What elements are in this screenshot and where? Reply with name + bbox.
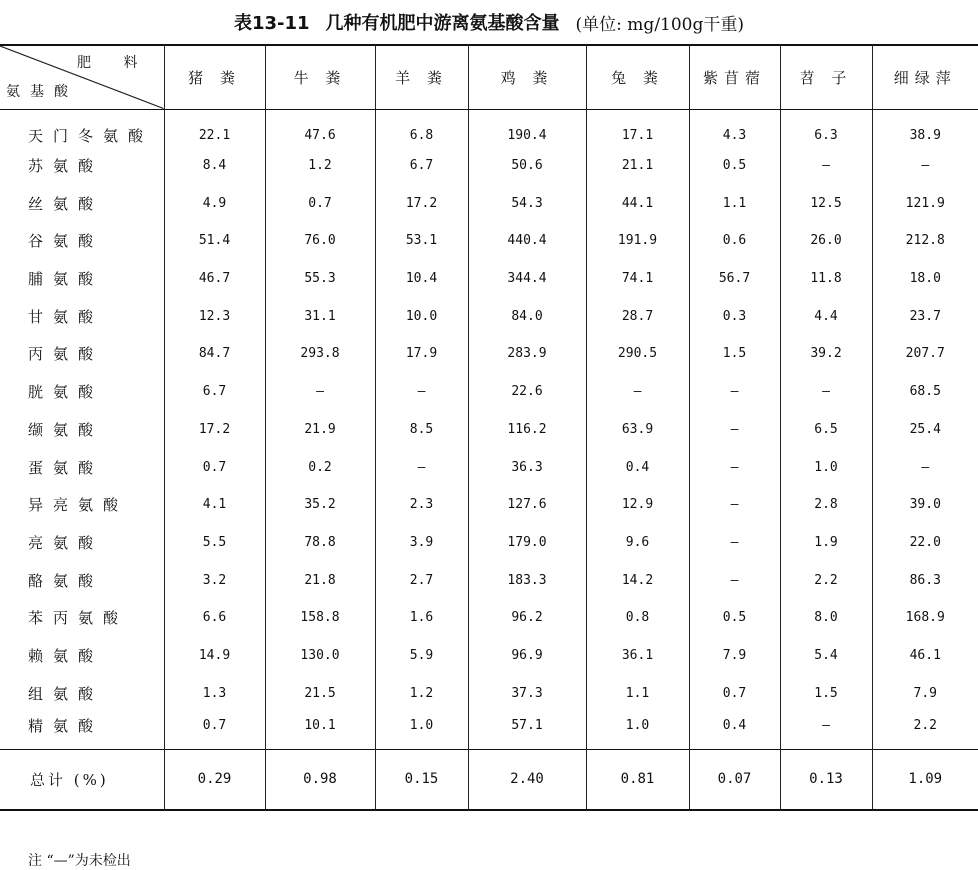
amino-acid-name: 谷氨酸 [28,232,104,251]
value-cell: 0.4 [689,712,780,750]
value-cell: 21.1 [586,147,689,185]
value-cell: 127.6 [468,486,586,524]
value-cell: 191.9 [586,222,689,260]
value-cell: 0.3 [689,297,780,335]
value-cell: 440.4 [468,222,586,260]
value-cell: 8.0 [780,599,872,637]
column-header: 兔 粪 [586,45,689,109]
value-cell: 183.3 [468,561,586,599]
table-row [0,297,978,335]
value-cell: 190.4 [468,109,586,147]
value-cell: 21.9 [265,411,375,449]
total-label: 总计 (%) [0,750,164,810]
value-cell: 55.3 [265,260,375,298]
column-header: 苕 子 [780,45,872,109]
value-cell: 6.3 [780,109,872,147]
value-cell: 21.5 [265,674,375,712]
table-row [0,599,978,637]
table-row [0,260,978,298]
table-body [0,109,978,750]
value-cell: — [586,373,689,411]
value-cell: 207.7 [872,335,978,373]
value-cell: 0.5 [689,147,780,185]
value-cell: 2.3 [375,486,468,524]
table-row [0,184,978,222]
value-cell: 0.5 [689,599,780,637]
value-cell: 2.8 [780,486,872,524]
table-row [0,486,978,524]
value-cell: 4.1 [164,486,265,524]
value-cell: 17.9 [375,335,468,373]
value-cell: 168.9 [872,599,978,637]
value-cell: 22.0 [872,524,978,562]
value-cell: 74.1 [586,260,689,298]
value-cell: 7.9 [872,674,978,712]
total-cell: 1.09 [872,750,978,810]
value-cell: 39.2 [780,335,872,373]
amino-acid-name: 蛋氨酸 [28,458,104,477]
value-cell: 17.1 [586,109,689,147]
value-cell: — [689,411,780,449]
amino-acid-name: 苯丙氨酸 [28,609,129,628]
value-cell: 31.1 [265,297,375,335]
value-cell: 54.3 [468,184,586,222]
value-cell: — [872,448,978,486]
column-header: 鸡 粪 [468,45,586,109]
value-cell: — [689,373,780,411]
value-cell: — [780,373,872,411]
value-cell: 2.2 [780,561,872,599]
value-cell: 46.7 [164,260,265,298]
table-number: 表13-11 [233,13,310,34]
value-cell: 10.1 [265,712,375,750]
amino-acid-name: 天门冬氨酸 [28,126,154,145]
value-cell: 6.5 [780,411,872,449]
total-cell: 0.81 [586,750,689,810]
amino-acid-table [0,44,978,811]
value-cell: 14.9 [164,637,265,675]
table-row [0,524,978,562]
value-cell: — [265,373,375,411]
value-cell: 57.1 [468,712,586,750]
table-row [0,637,978,675]
table-row [0,109,978,147]
corner-label-fertilizer: 肥 料 [77,55,152,71]
table-row [0,561,978,599]
value-cell: 8.5 [375,411,468,449]
value-cell: — [689,448,780,486]
value-cell: 12.5 [780,184,872,222]
corner-header [0,45,164,109]
amino-acid-name: 甘氨酸 [28,307,104,326]
total-cell: 2.40 [468,750,586,810]
value-cell: — [872,147,978,185]
value-cell: 53.1 [375,222,468,260]
value-cell: — [689,524,780,562]
table-row [0,448,978,486]
amino-acid-name: 赖氨酸 [28,646,104,665]
value-cell: 68.5 [872,373,978,411]
value-cell: — [780,712,872,750]
value-cell: 14.2 [586,561,689,599]
value-cell: 2.7 [375,561,468,599]
value-cell: 10.4 [375,260,468,298]
value-cell: 17.2 [164,411,265,449]
amino-acid-name: 脯氨酸 [28,270,104,289]
total-cell: 0.29 [164,750,265,810]
amino-acid-name: 胱氨酸 [28,383,104,402]
value-cell: 23.7 [872,297,978,335]
value-cell: 1.3 [164,674,265,712]
value-cell: 0.2 [265,448,375,486]
table-row [0,147,978,185]
total-cell: 0.13 [780,750,872,810]
table-footnote: 注 “—”为未检出 [28,853,131,869]
value-cell: 76.0 [265,222,375,260]
value-cell: 0.7 [265,184,375,222]
value-cell: 22.1 [164,109,265,147]
value-cell: 293.8 [265,335,375,373]
value-cell: 26.0 [780,222,872,260]
value-cell: — [689,561,780,599]
value-cell: 9.6 [586,524,689,562]
value-cell: 84.0 [468,297,586,335]
value-cell: 22.6 [468,373,586,411]
value-cell: 28.7 [586,297,689,335]
value-cell: 5.9 [375,637,468,675]
value-cell: 78.8 [265,524,375,562]
value-cell: 36.1 [586,637,689,675]
value-cell: 12.3 [164,297,265,335]
value-cell: 0.4 [586,448,689,486]
value-cell: 25.4 [872,411,978,449]
value-cell: 84.7 [164,335,265,373]
amino-acid-name: 亮氨酸 [28,533,104,552]
value-cell: 344.4 [468,260,586,298]
column-header: 猪 粪 [164,45,265,109]
value-cell: 0.7 [689,674,780,712]
table-row [0,222,978,260]
value-cell: 4.4 [780,297,872,335]
amino-acid-name: 丝氨酸 [28,194,104,213]
value-cell: 12.9 [586,486,689,524]
value-cell: 121.9 [872,184,978,222]
value-cell: 1.1 [689,184,780,222]
total-row [0,750,978,810]
amino-acid-name: 苏氨酸 [28,157,104,176]
value-cell: 158.8 [265,599,375,637]
value-cell: 3.2 [164,561,265,599]
value-cell: 51.4 [164,222,265,260]
table-unit: (单位: mg/100g干重) [575,14,745,35]
value-cell: 63.9 [586,411,689,449]
column-header: 紫苜蓿 [689,45,780,109]
value-cell: 5.5 [164,524,265,562]
value-cell: 3.9 [375,524,468,562]
value-cell: 116.2 [468,411,586,449]
value-cell: — [780,147,872,185]
value-cell: 1.6 [375,599,468,637]
table-row [0,373,978,411]
table-row [0,411,978,449]
value-cell: 46.1 [872,637,978,675]
amino-acid-name: 酪氨酸 [28,571,104,590]
value-cell: 0.7 [164,448,265,486]
total-cell: 0.98 [265,750,375,810]
value-cell: 283.9 [468,335,586,373]
value-cell: 6.7 [375,147,468,185]
value-cell: 10.0 [375,297,468,335]
value-cell: 1.2 [265,147,375,185]
value-cell: 5.4 [780,637,872,675]
value-cell: 212.8 [872,222,978,260]
value-cell: 36.3 [468,448,586,486]
value-cell: 39.0 [872,486,978,524]
value-cell: 0.8 [586,599,689,637]
value-cell: 4.9 [164,184,265,222]
value-cell: 37.3 [468,674,586,712]
value-cell: 1.9 [780,524,872,562]
value-cell: 8.4 [164,147,265,185]
total-cell: 0.07 [689,750,780,810]
value-cell: 38.9 [872,109,978,147]
value-cell: 44.1 [586,184,689,222]
value-cell: 21.8 [265,561,375,599]
value-cell: 17.2 [375,184,468,222]
table-row [0,335,978,373]
table-caption [0,4,978,40]
value-cell: 56.7 [689,260,780,298]
value-cell: 290.5 [586,335,689,373]
value-cell: 1.5 [780,674,872,712]
value-cell: 6.6 [164,599,265,637]
amino-acid-name: 缬氨酸 [28,420,104,439]
value-cell: 4.3 [689,109,780,147]
value-cell: 96.2 [468,599,586,637]
value-cell: 179.0 [468,524,586,562]
table-row [0,674,978,712]
amino-acid-name: 组氨酸 [28,684,104,703]
value-cell: 1.5 [689,335,780,373]
table-title: 几种有机肥中游离氨基酸含量 [325,13,560,34]
amino-acid-name: 丙氨酸 [28,345,104,364]
total-cell: 0.15 [375,750,468,810]
value-cell: 1.1 [586,674,689,712]
column-header: 羊 粪 [375,45,468,109]
column-header: 细绿萍 [872,45,978,109]
corner-label-amino-acid: 氨基酸 [6,83,78,100]
value-cell: 96.9 [468,637,586,675]
value-cell: 1.0 [586,712,689,750]
value-cell: 1.0 [780,448,872,486]
value-cell: — [689,486,780,524]
value-cell: 0.7 [164,712,265,750]
value-cell: 18.0 [872,260,978,298]
value-cell: — [375,373,468,411]
amino-acid-name: 异亮氨酸 [28,496,129,515]
value-cell: 47.6 [265,109,375,147]
value-cell: 11.8 [780,260,872,298]
table-row [0,712,978,750]
column-header: 牛 粪 [265,45,375,109]
value-cell: 1.2 [375,674,468,712]
value-cell: 6.8 [375,109,468,147]
value-cell: 2.2 [872,712,978,750]
value-cell: 35.2 [265,486,375,524]
value-cell: 7.9 [689,637,780,675]
value-cell: — [375,448,468,486]
value-cell: 1.0 [375,712,468,750]
value-cell: 130.0 [265,637,375,675]
value-cell: 0.6 [689,222,780,260]
header-row [0,45,978,109]
value-cell: 50.6 [468,147,586,185]
value-cell: 86.3 [872,561,978,599]
value-cell: 6.7 [164,373,265,411]
amino-acid-name: 精氨酸 [28,717,104,736]
